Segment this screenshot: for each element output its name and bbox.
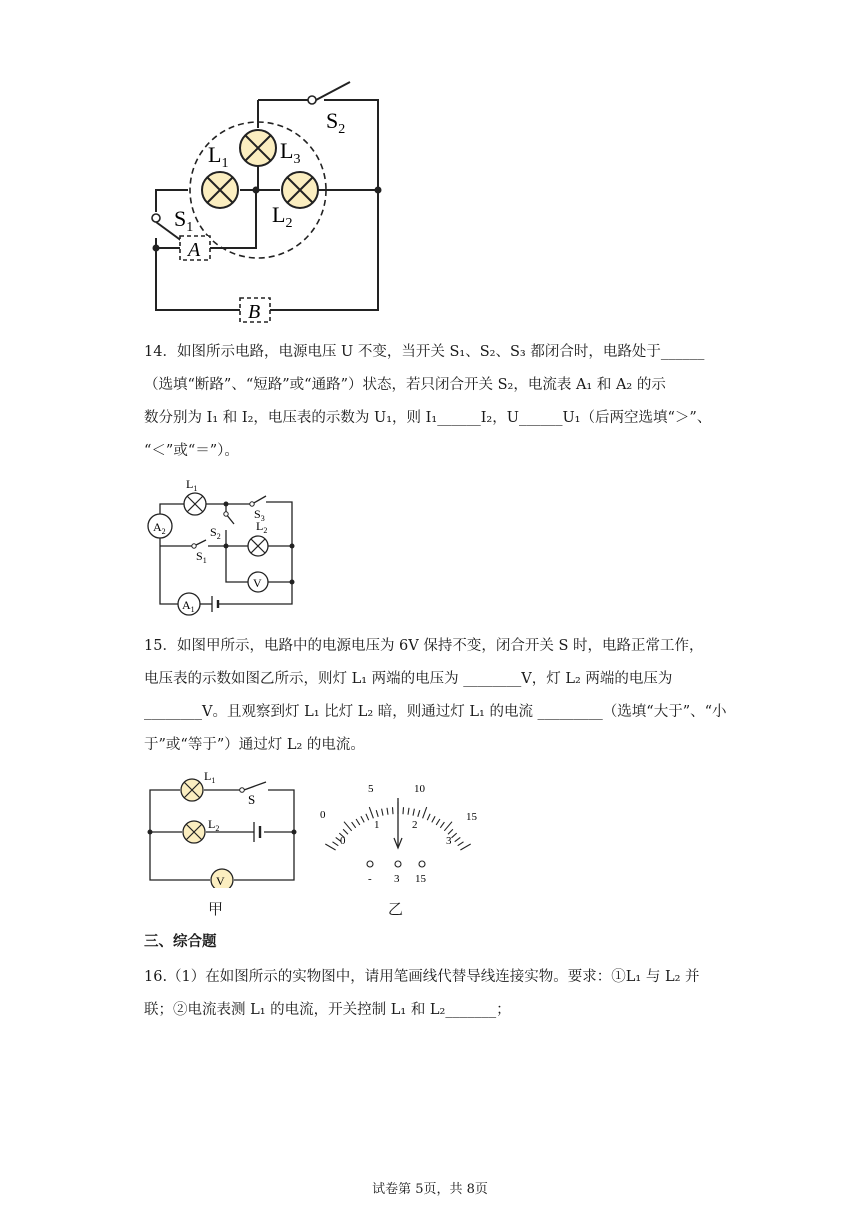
l2-label: $L_2$	[272, 202, 293, 231]
terminal-label-3: 3	[394, 873, 400, 885]
dial-tick	[382, 809, 383, 816]
s2-label: $S_2$	[326, 108, 346, 137]
dial-tick	[413, 809, 414, 816]
dial-tick	[448, 829, 453, 834]
figure-15-jia-circuit	[144, 764, 304, 888]
q14-ammeter-a1	[178, 593, 200, 615]
q15-l2-label: $L_2$	[208, 817, 220, 833]
dial-tick	[352, 822, 356, 828]
dial-tick	[393, 807, 394, 814]
dial-outer-10: 10	[414, 783, 425, 795]
meter-a-label: A	[188, 239, 201, 261]
dial-inner-0: 0	[340, 835, 346, 847]
meter-b-label: B	[248, 301, 261, 323]
q14-line-1: 14．如图所示电路，电源电压 U 不变，当开关 S₁、S₂、S₃ 都闭合时，电路处于______	[144, 344, 705, 360]
figure-14-circuit	[144, 474, 304, 620]
q15-line-2: 电压表的示数如图乙所示，则灯 L₁ 两端的电压为 ________V，灯 L₂ 两端的电压为	[144, 671, 673, 687]
terminal-neg	[367, 861, 373, 867]
dial-tick	[444, 822, 452, 831]
q15-l1-label: $L_1$	[204, 769, 216, 785]
dial-tick	[418, 810, 420, 817]
dial-tick	[356, 819, 360, 825]
q14-l2-label: $L_2$	[256, 519, 268, 535]
q14-ammeter-a2	[148, 514, 172, 538]
q14-voltmeter	[248, 572, 268, 592]
q15-s-label: S	[248, 792, 256, 807]
terminal-15	[419, 861, 425, 867]
section-3-title: 三、综合题	[144, 934, 217, 950]
dial-tick	[403, 807, 404, 814]
dial-tick	[344, 822, 352, 831]
q15-line-4: 于”或“等于”）通过灯 L₂ 的电流。	[144, 737, 365, 753]
dial-tick	[361, 816, 364, 822]
dial-tick	[343, 829, 348, 834]
dial-tick	[366, 814, 369, 820]
lamp-l3	[240, 130, 276, 166]
caption-jia: 甲	[208, 900, 224, 918]
l3-label: $L_3$	[280, 138, 301, 167]
lamp-l2	[282, 172, 318, 208]
l1-label: $L_1$	[208, 142, 229, 171]
q15-line-1: 15．如图甲所示，电路中的电源电压为 6V 保持不变，闭合开关 S 时，电路正常工作，	[144, 638, 704, 654]
dial-inner-1: 1	[374, 819, 380, 831]
dial-outer-15: 15	[466, 811, 477, 823]
dial-tick	[325, 844, 335, 850]
q14-l1-label: $L_1$	[186, 477, 198, 493]
q14-line-2: （选填“断路”、“短路”或“通路”）状态，若只闭合开关 S₂，电流表 A₁ 和 A₂ 的示	[144, 377, 666, 393]
figure-13-circuit	[140, 70, 400, 330]
q14-lamp-l2	[248, 536, 268, 556]
dial-tick	[333, 842, 339, 846]
q14-s1-label: $S_1$	[196, 549, 207, 565]
dial-tick	[460, 844, 470, 850]
q14-line-3: 数分别为 I₁ 和 I₂，电压表的示数为 U₁，则 I₁______I₂，U______U₁（后两空选填“＞”、	[144, 410, 712, 426]
dial-tick	[423, 807, 427, 818]
dial-tick	[427, 814, 430, 820]
terminal-label-neg: -	[368, 873, 372, 885]
dial-outer-5: 5	[368, 783, 374, 795]
dial-inner-2: 2	[412, 819, 418, 831]
dial-outer-0: 0	[320, 809, 326, 821]
dial-tick	[452, 833, 457, 838]
terminal-label-15: 15	[415, 873, 426, 885]
q14-lamp-l1	[184, 493, 206, 515]
dial-inner-3: 3	[446, 835, 452, 847]
q15-lamp-l2	[183, 821, 205, 843]
q15-lamp-l1	[181, 779, 203, 801]
svg-text:A1: $A_1$	[182, 598, 195, 614]
q15-voltmeter	[211, 869, 233, 888]
svg-text:A2: $A_2$	[153, 520, 166, 536]
q14-s2-label: $S_2$	[210, 525, 221, 541]
dial-tick	[369, 807, 373, 818]
q16-line-2: 联；②电流表测 L₁ 的电流，开关控制 L₁ 和 L₂_______；	[144, 1002, 511, 1018]
dial-tick	[440, 822, 444, 828]
terminal-3	[395, 861, 401, 867]
dial-tick	[408, 808, 409, 815]
s1-label: $S_1$	[174, 206, 194, 235]
q16-line-1: 16.（1）在如图所示的实物图中，请用笔画线代替导线连接实物。要求：①L₁ 与 L₂ 并	[144, 969, 700, 985]
svg-text:V: V	[253, 576, 262, 590]
q14-s3-label: $S_3$	[254, 507, 265, 523]
dial-tick	[458, 842, 464, 846]
page-footer: 试卷第 5页，共 8页	[372, 1182, 488, 1197]
dial-tick	[376, 810, 378, 817]
figure-15-yi-voltmeter-dial	[316, 776, 486, 888]
lamp-l1	[202, 172, 238, 208]
dial-tick	[436, 819, 440, 825]
dial-tick	[432, 816, 435, 822]
q15-line-3: ________V。且观察到灯 L₁ 比灯 L₂ 暗，则通过灯 L₁ 的电流 _________（选填“大于”、“小	[144, 704, 727, 720]
q14-line-4: “＜”或“＝”）。	[144, 443, 239, 459]
dial-tick	[455, 837, 461, 841]
dial-tick	[387, 808, 388, 815]
caption-yi: 乙	[388, 900, 404, 918]
svg-text:V: V	[216, 874, 225, 888]
